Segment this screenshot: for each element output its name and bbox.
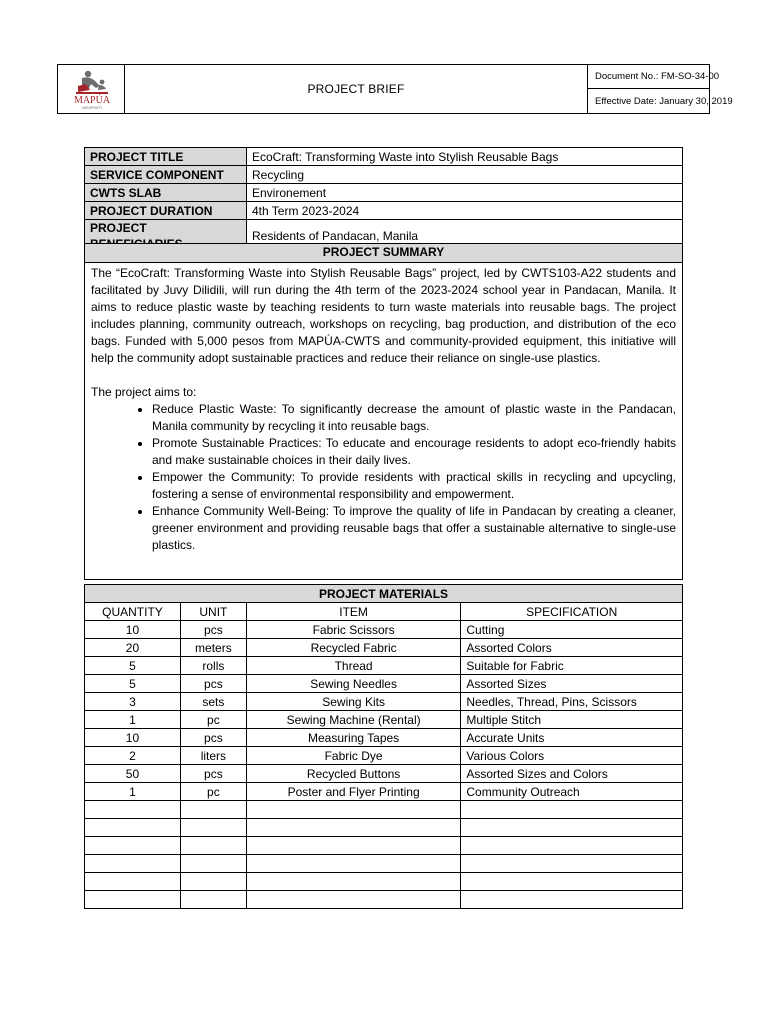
table-row bbox=[85, 729, 683, 747]
specification-cell bbox=[461, 837, 683, 855]
specification-cell: Needles, Thread, Pins, Scissors bbox=[461, 693, 683, 711]
quantity-cell: 1 bbox=[85, 711, 181, 729]
info-row bbox=[85, 202, 683, 220]
info-label: PROJECT DURATION bbox=[85, 202, 247, 220]
item-cell bbox=[246, 837, 461, 855]
specification-cell: Assorted Sizes bbox=[461, 675, 683, 693]
materials-heading: PROJECT MATERIALS bbox=[85, 585, 683, 603]
unit-cell: pc bbox=[180, 711, 246, 729]
unit-cell bbox=[180, 873, 246, 891]
aim-item: • Enhance Community Well-Being: To improve the quality of life in Pandacan by creating a cleaner, greener environment and providing reusable bags that offer a sustainable alternative to single-use plastics. bbox=[152, 503, 676, 554]
specification-cell: Cutting bbox=[461, 621, 683, 639]
summary-heading: PROJECT SUMMARY bbox=[85, 244, 682, 263]
info-row bbox=[85, 184, 683, 202]
quantity-cell bbox=[85, 801, 181, 819]
item-cell bbox=[246, 891, 461, 909]
page-title: PROJECT BRIEF bbox=[125, 65, 588, 113]
item-cell: Thread bbox=[246, 657, 461, 675]
item-cell: Measuring Tapes bbox=[246, 729, 461, 747]
item-cell bbox=[246, 819, 461, 837]
table-row bbox=[85, 747, 683, 765]
table-row bbox=[85, 693, 683, 711]
materials-rows bbox=[85, 621, 683, 909]
quantity-cell bbox=[85, 873, 181, 891]
unit-cell: pcs bbox=[180, 765, 246, 783]
logo-text: MAPÚA bbox=[73, 95, 111, 106]
info-value: Residents of Pandacan, Manila bbox=[247, 220, 683, 253]
item-cell bbox=[246, 801, 461, 819]
table-row bbox=[85, 891, 683, 909]
info-label: CWTS SLAB bbox=[85, 184, 247, 202]
info-label: PROJECT bbox=[85, 220, 247, 253]
unit-cell: pc bbox=[180, 783, 246, 801]
specification-cell bbox=[461, 819, 683, 837]
quantity-cell: 5 bbox=[85, 675, 181, 693]
unit-cell: sets bbox=[180, 693, 246, 711]
aims-intro: The project aims to: bbox=[91, 385, 197, 399]
specification-cell bbox=[461, 873, 683, 891]
column-header-unit: UNIT bbox=[180, 603, 246, 621]
specification-cell: Multiple Stitch bbox=[461, 711, 683, 729]
aims-list bbox=[91, 401, 676, 554]
specification-cell: Various Colors bbox=[461, 747, 683, 765]
table-row bbox=[85, 855, 683, 873]
item-cell: Sewing Machine (Rental) bbox=[246, 711, 461, 729]
item-cell: Recycled Fabric bbox=[246, 639, 461, 657]
unit-cell: pcs bbox=[180, 729, 246, 747]
summary-paragraph: The “EcoCraft: Transforming Waste into Stylish Reusable Bags” project, led by CWTS103-A22 students and facilitated by Juvy Dilidili, will run during the 4th term of the 2023-2024 school year in Pandacan, Manila. It aims to reduce plastic waste by teaching residents to turn waste materials into reusable bags. The project includes planning, community outreach, workshops on recycling, bag production, and distribution of the eco bags. Funded with 5,000 pesos from MAPÚA-CWTS and community-provided equipment, this initiative will help the community adopt sustainable practices and reduce their reliance on single-use plastics. bbox=[91, 266, 676, 365]
unit-cell: liters bbox=[180, 747, 246, 765]
table-row bbox=[85, 783, 683, 801]
quantity-cell: 5 bbox=[85, 657, 181, 675]
quantity-cell: 10 bbox=[85, 621, 181, 639]
document-header bbox=[57, 64, 733, 114]
specification-cell bbox=[461, 801, 683, 819]
aim-item: • Promote Sustainable Practices: To educate and encourage residents to adopt eco-friendly habits and make sustainable choices in their daily lives. bbox=[152, 435, 676, 469]
unit-cell bbox=[180, 837, 246, 855]
item-cell: Sewing Kits bbox=[246, 693, 461, 711]
materials-heading-row bbox=[85, 585, 683, 603]
info-value: 4th Term 2023-2024 bbox=[247, 202, 683, 220]
specification-cell bbox=[461, 891, 683, 909]
item-cell: Fabric Scissors bbox=[246, 621, 461, 639]
effective-date: Effective Date: January 30, 2019 bbox=[595, 95, 733, 107]
specification-cell: Assorted Colors bbox=[461, 639, 683, 657]
project-info-table bbox=[84, 147, 683, 253]
column-header-specification: SPECIFICATION bbox=[461, 603, 683, 621]
table-row bbox=[85, 765, 683, 783]
logo-cell bbox=[58, 65, 125, 113]
specification-cell: Accurate Units bbox=[461, 729, 683, 747]
item-cell: Poster and Flyer Printing bbox=[246, 783, 461, 801]
aim-item: • Empower the Community: To provide residents with practical skills in recycling and upcycling, fostering a sense of environmental responsibility and empowerment. bbox=[152, 469, 676, 503]
logo-subtext: UNIVERSITY bbox=[81, 106, 103, 110]
column-header-quantity: QUANTITY bbox=[85, 603, 181, 621]
table-row bbox=[85, 675, 683, 693]
table-row bbox=[85, 621, 683, 639]
materials-table bbox=[84, 584, 683, 909]
specification-cell: Suitable for Fabric bbox=[461, 657, 683, 675]
quantity-cell bbox=[85, 837, 181, 855]
specification-cell: Assorted Sizes and Colors bbox=[461, 765, 683, 783]
specification-cell bbox=[461, 855, 683, 873]
quantity-cell: 1 bbox=[85, 783, 181, 801]
table-row bbox=[85, 873, 683, 891]
quantity-cell: 50 bbox=[85, 765, 181, 783]
info-value: Recycling bbox=[247, 166, 683, 184]
quantity-cell: 2 bbox=[85, 747, 181, 765]
unit-cell bbox=[180, 819, 246, 837]
unit-cell: pcs bbox=[180, 621, 246, 639]
item-cell: Sewing Needles bbox=[246, 675, 461, 693]
quantity-cell bbox=[85, 891, 181, 909]
quantity-cell: 20 bbox=[85, 639, 181, 657]
info-value: Environement bbox=[247, 184, 683, 202]
unit-cell: meters bbox=[180, 639, 246, 657]
table-row bbox=[85, 711, 683, 729]
summary-body bbox=[85, 263, 682, 554]
mapua-logo bbox=[68, 68, 116, 110]
column-header-item: ITEM bbox=[246, 603, 461, 621]
item-cell bbox=[246, 855, 461, 873]
project-summary bbox=[84, 243, 683, 580]
info-row bbox=[85, 166, 683, 184]
unit-cell bbox=[180, 855, 246, 873]
info-label: PROJECT TITLE bbox=[85, 148, 247, 166]
item-cell: Fabric Dye bbox=[246, 747, 461, 765]
quantity-cell: 10 bbox=[85, 729, 181, 747]
quantity-cell bbox=[85, 819, 181, 837]
info-label: SERVICE COMPONENT bbox=[85, 166, 247, 184]
materials-column-headers bbox=[85, 603, 683, 621]
info-row bbox=[85, 148, 683, 166]
unit-cell: rolls bbox=[180, 657, 246, 675]
quantity-cell: 3 bbox=[85, 693, 181, 711]
item-cell bbox=[246, 873, 461, 891]
table-row bbox=[85, 801, 683, 819]
table-row bbox=[85, 639, 683, 657]
specification-cell: Community Outreach bbox=[461, 783, 683, 801]
table-row bbox=[85, 837, 683, 855]
document-number: Document No.: FM-SO-34-00 bbox=[588, 65, 709, 89]
aim-item: • Reduce Plastic Waste: To significantly decrease the amount of plastic waste in the Pandacan, Manila community by recycling it into reusable bags. bbox=[152, 401, 676, 435]
info-value: EcoCraft: Transforming Waste into Stylish Reusable Bags bbox=[247, 148, 683, 166]
table-row bbox=[85, 819, 683, 837]
item-cell: Recycled Buttons bbox=[246, 765, 461, 783]
table-row bbox=[85, 657, 683, 675]
unit-cell bbox=[180, 891, 246, 909]
unit-cell: pcs bbox=[180, 675, 246, 693]
unit-cell bbox=[180, 801, 246, 819]
quantity-cell bbox=[85, 855, 181, 873]
